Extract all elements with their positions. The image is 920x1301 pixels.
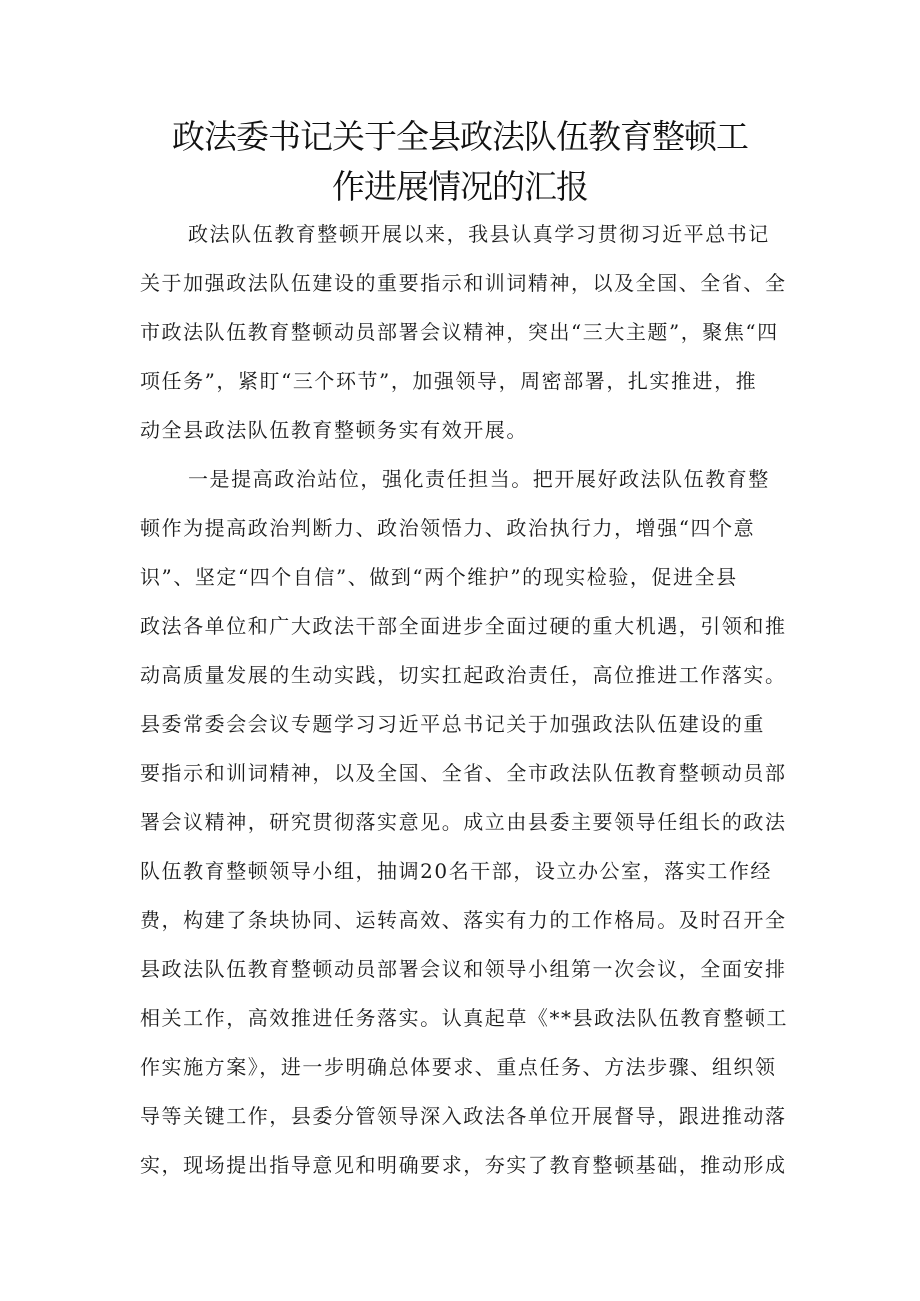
text-line: 政法各单位和广大政法干部全面进步全面过硬的重大机遇，引领和推 (140, 614, 787, 638)
paragraph-section-one (140, 455, 790, 1190)
text-line: 一是提高政治站位，强化责任担当。把开展好政法队伍教育整 (188, 467, 770, 491)
text-line: 动全县政法队伍教育整顿务实有效开展。 (140, 418, 528, 442)
text-line: 导等关键工作，县委分管领导深入政法各单位开展督导，跟进推动落 (140, 1104, 787, 1128)
text-line: 要指示和训词精神，以及全国、全省、全市政法队伍教育整顿动员部 (140, 761, 787, 785)
text-line: 县委常委会会议专题学习习近平总书记关于加强政法队伍建设的重 (140, 712, 765, 736)
paragraph-intro (140, 210, 790, 455)
title-line: 作进展情况的汇报 (332, 167, 588, 206)
text-line: 动高质量发展的生动实践，切实扛起政治责任，高位推进工作落实。 (140, 663, 787, 687)
text-line: 作实施方案》，进一步明确总体要求、重点任务、方法步骤、组织领 (140, 1055, 777, 1079)
text-line: 市政法队伍教育整顿动员部署会议精神，突出“三大主题”，聚焦“四 (140, 320, 779, 344)
document-title (120, 112, 800, 212)
document-body (140, 210, 790, 1190)
text-line: 关于加强政法队伍建设的重要指示和训词精神，以及全国、全省、全 (140, 271, 787, 295)
text-line: 费，构建了条块协同、运转高效、落实有力的工作格局。及时召开全 (140, 908, 787, 932)
text-line: 识”、坚定“四个自信”、做到“两个维护”的现实检验，促进全县 (140, 565, 738, 589)
text-line: 实，现场提出指导意见和明确要求，夯实了教育整顿基础，推动形成 (140, 1153, 787, 1177)
title-line: 政法委书记关于全县政法队伍教育整顿工 (172, 117, 748, 156)
text-line: 县政法队伍教育整顿动员部署会议和领导小组第一次会议，全面安排 (140, 957, 787, 981)
text-line: 项任务”，紧盯“三个环节”，加强领导，周密部署，扎实推进，推 (140, 369, 758, 393)
text-line: 队伍教育整顿领导小组，抽调20名干部，设立办公室，落实工作经 (140, 859, 772, 883)
text-line: 署会议精神，研究贯彻落实意见。成立由县委主要领导任组长的政法 (140, 810, 787, 834)
text-line: 政法队伍教育整顿开展以来，我县认真学习贯彻习近平总书记 (188, 222, 770, 246)
text-line: 顿作为提高政治判断力、政治领悟力、政治执行力，增强“四个意 (140, 516, 756, 540)
text-line: 相关工作，高效推进任务落实。认真起草《**县政法队伍教育整顿工 (140, 1006, 789, 1030)
